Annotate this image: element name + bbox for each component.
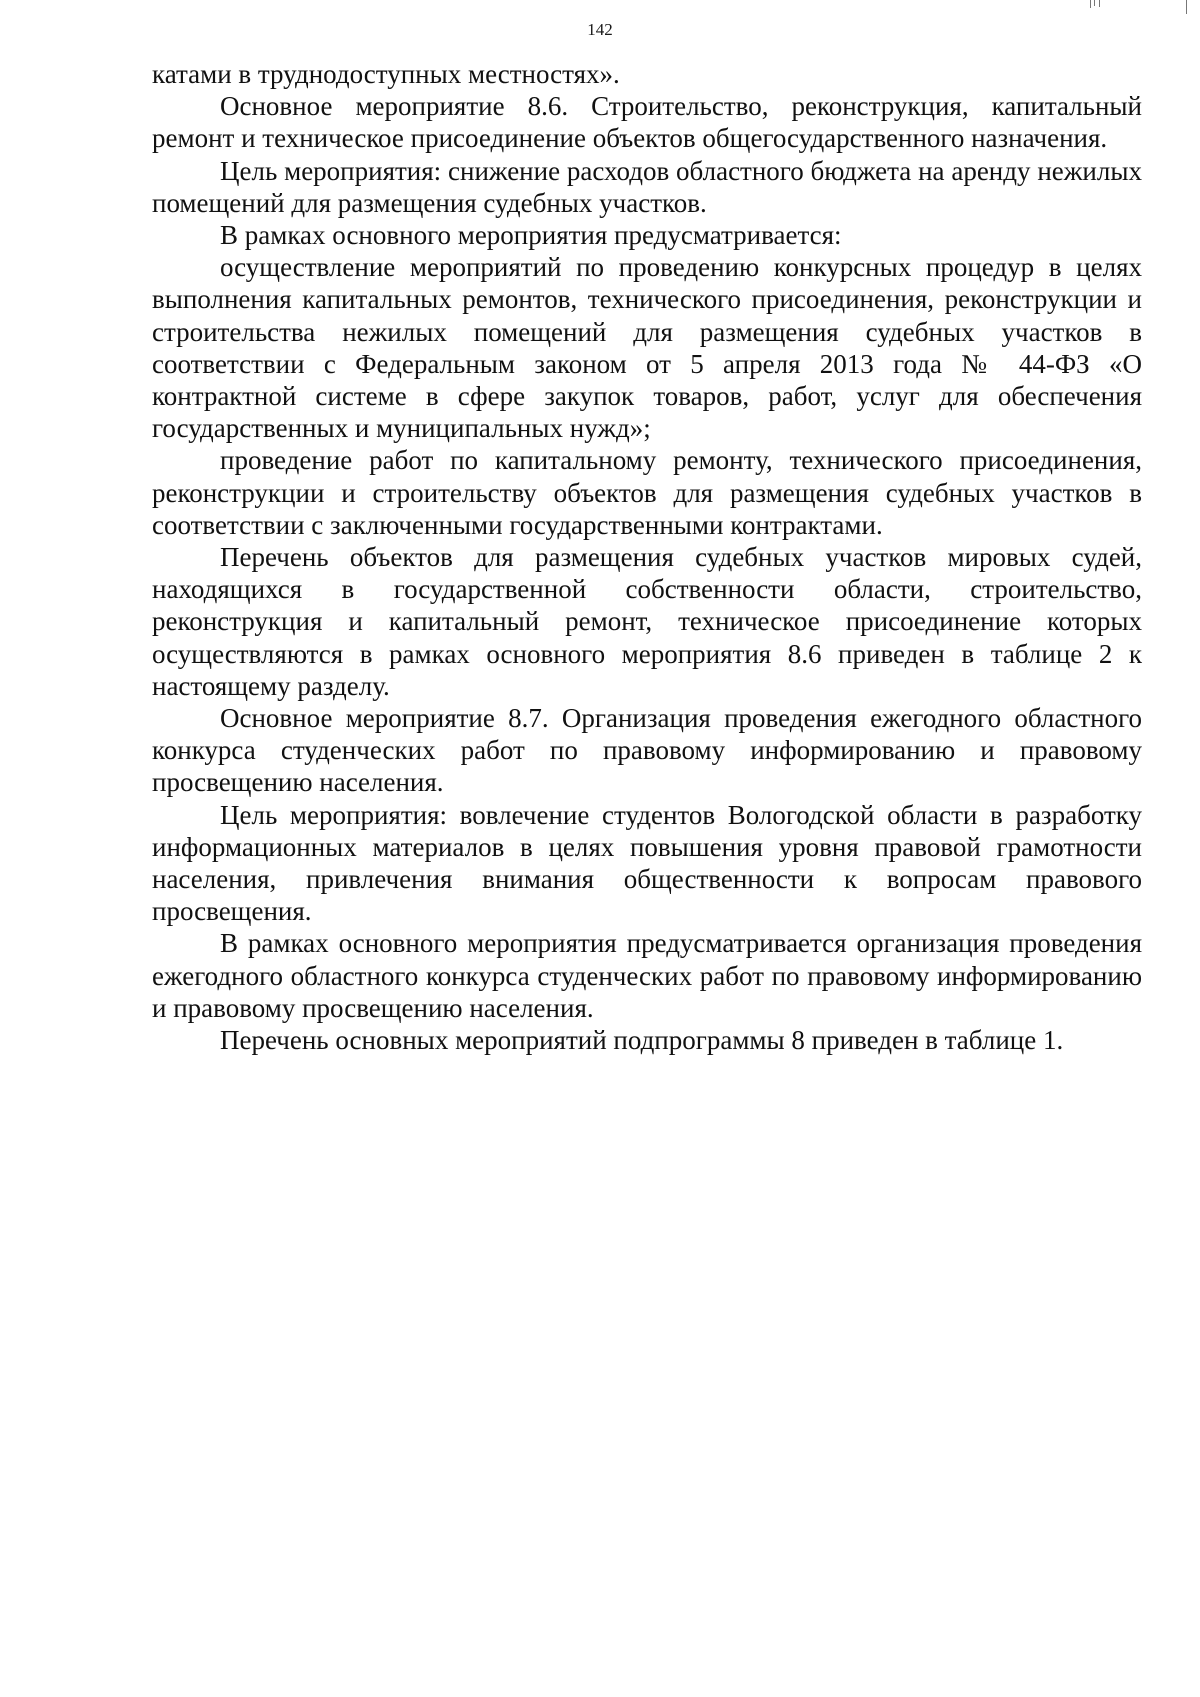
- paragraph: В рамках основного мероприятия предусматривается организация проведения ежегодного областного конкурса студенческих работ по правовому информированию и правовому просвещению населения.: [152, 928, 1142, 1023]
- document-body: [152, 58, 1142, 1056]
- paragraph: осуществление мероприятий по проведению конкурсных процедур в целях выполнения капитальных ремонтов, технического присоединения, реконструкции и строительства нежилых помещений для размещения судебных участков в соответствии с Федеральным законом от 5 апреля 2013 года № 44-ФЗ «О контрактной системе в сфере закупок товаров, работ, услуг для обеспечения государственных и муниципальных нужд»;: [152, 252, 1142, 444]
- paragraph: Цель мероприятия: снижение расходов областного бюджета на аренду нежилых помещений для размещения судебных участков.: [152, 155, 1142, 218]
- paragraph: Перечень основных мероприятий подпрограммы 8 приведен в таблице 1.: [220, 1025, 1064, 1056]
- paragraph: Основное мероприятие 8.6. Строительство, реконструкция, капитальный ремонт и техническое присоединение объектов общегосударственного назначения.: [152, 91, 1142, 154]
- scan-edge-mark: [1090, 0, 1091, 8]
- paragraph: Основное мероприятие 8.7. Организация проведения ежегодного областного конкурса студенческих работ по правовому информированию и правовому просвещению населения.: [152, 703, 1142, 798]
- scan-edge-mark: [1094, 0, 1095, 6]
- paragraph: Цель мероприятия: вовлечение студентов Вологодской области в разработку информационных материалов в целях повышения уровня правовой грамотности населения, привлечения внимания общественности к вопросам правового просвещения.: [152, 799, 1142, 927]
- paragraph: В рамках основного мероприятия предусматривается:: [220, 220, 842, 251]
- paragraph: проведение работ по капитальному ремонту, технического присоединения, реконструкции и строительству объектов для размещения судебных участков в соответствии с заключенными государственными контрактами.: [152, 445, 1142, 540]
- page-number: 142: [587, 20, 613, 39]
- paragraph: Перечень объектов для размещения судебных участков мировых судей, находящихся в государственной собственности области, строительство, реконструкция и капитальный ремонт, техническое присоединение которых осуществляются в рамках основного мероприятия 8.6 приведен в таблице 2 к настоящему разделу.: [152, 542, 1142, 701]
- paragraph: катами в труднодоступных местностях».: [152, 59, 620, 89]
- scan-edge-mark: [1099, 0, 1100, 7]
- scan-edge-mark: [1186, 0, 1187, 14]
